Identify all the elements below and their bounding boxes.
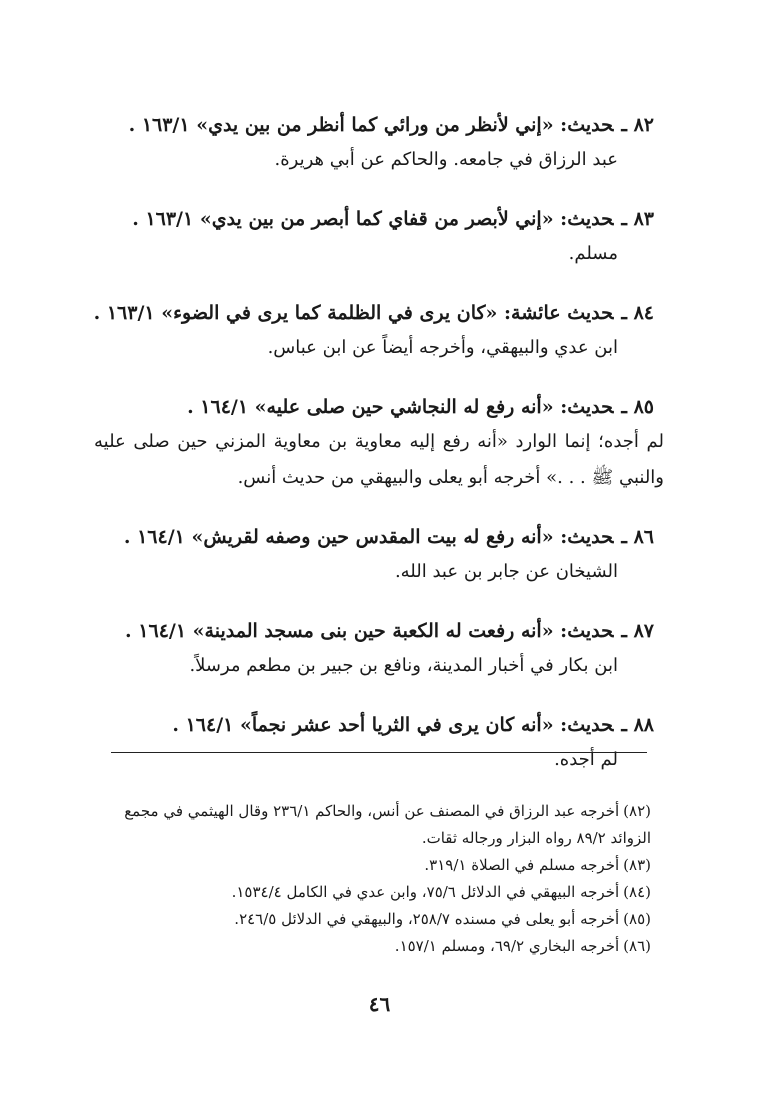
- footnote-text: أخرجه عبد الرزاق في المصنف عن أنس، والحاكم ٢٣٦/١ وقال الهيثمي في مجمع الزوائد ٨٩/٢ رواه البزار ورجاله ثقات.: [124, 802, 651, 847]
- footnote: [103, 798, 651, 852]
- hadith-entry: [94, 390, 664, 496]
- hadith-heading: [94, 708, 654, 742]
- footnote-number: (٨٥): [623, 910, 651, 928]
- hadith-text: حديث: «أنه رفع له النجاشي حين صلى عليه» ١٦٤/١ .: [187, 396, 614, 418]
- footnote: [103, 906, 651, 933]
- hadith-source: ابن بكار في أخبار المدينة، ونافع بن جبير بن مطعم مرسلاً.: [189, 655, 618, 676]
- hadith-entries: [93, 108, 664, 802]
- hadith-text: حديث: «أنه كان يرى في الثريا أحد عشر نجماً» ١٦٤/١ .: [172, 714, 614, 736]
- hadith-number: ٨٤ ـ: [621, 302, 654, 324]
- hadith-text: حديث: «إني لأبصر من قفاي كما أبصر من بين يدي» ١٦٣/١ .: [132, 208, 614, 230]
- footnote-number: (٨٤): [623, 883, 651, 901]
- footnote-text: أخرجه مسلم في الصلاة ٣١٩/١.: [424, 856, 620, 874]
- hadith-text: حديث: «إني لأنظر من ورائي كما أنظر من بين يدي» ١٦٣/١ .: [128, 114, 614, 136]
- hadith-text: حديث عائشة: «كان يرى في الظلمة كما يرى في الضوء» ١٦٣/١ .: [93, 302, 614, 324]
- hadith-source: عبد الرزاق في جامعه. والحاكم عن أبي هريرة.: [274, 149, 618, 170]
- footnote-divider: [111, 752, 647, 753]
- page-number: ٤٦: [368, 992, 391, 1016]
- hadith-heading: [94, 296, 654, 330]
- hadith-text: حديث: «أنه رفع له بيت المقدس حين وصفه لقريش» ١٦٤/١ .: [123, 526, 614, 548]
- footnote-text: أخرجه البيهقي في الدلائل ٧٥/٦، وابن عدي في الكامل ١٥٣٤/٤.: [231, 883, 620, 901]
- hadith-entry: [94, 108, 654, 178]
- hadith-heading: [94, 202, 654, 236]
- hadith-text: حديث: «أنه رفعت له الكعبة حين بنى مسجد المدينة» ١٦٤/١ .: [125, 620, 614, 642]
- hadith-number: ٨٧ ـ: [621, 620, 654, 642]
- hadith-entry: [94, 614, 654, 684]
- hadith-entry: [94, 708, 654, 778]
- hadith-entry: [94, 296, 654, 366]
- hadith-number: ٨٥ ـ: [621, 396, 654, 418]
- hadith-heading: [94, 520, 654, 554]
- footnote: [103, 852, 651, 879]
- hadith-entry: [94, 520, 654, 590]
- footnote: [103, 879, 651, 906]
- hadith-source: مسلم.: [568, 243, 618, 264]
- hadith-source: ابن عدي والبيهقي، وأخرجه أيضاً عن ابن عباس.: [267, 337, 618, 358]
- footnote-text: أخرجه البخاري ٦٩/٢، ومسلم ١٥٧/١.: [394, 937, 620, 955]
- footnotes: [103, 798, 651, 960]
- hadith-entry: [94, 202, 654, 272]
- hadith-number: ٨٨ ـ: [621, 714, 654, 736]
- footnote: [103, 933, 651, 960]
- footnote-text: أخرجه أبو يعلى في مسنده ٢٥٨/٧، والبيهقي في الدلائل ٢٤٦/٥.: [234, 910, 620, 928]
- footnote-number: (٨٢): [623, 802, 651, 820]
- hadith-heading: [94, 390, 654, 424]
- hadith-source: الشيخان عن جابر بن عبد الله.: [394, 561, 618, 582]
- hadith-heading: [94, 614, 654, 648]
- hadith-source: لم أجده؛ إنما الوارد «أنه رفع إليه معاوية بن معاوية المزني حين صلى عليه والنبي ﷺ . . .» أخرجه أبو يعلى والبيهقي من حديث أنس.: [94, 431, 664, 488]
- hadith-source: لم أجده.: [554, 749, 618, 770]
- hadith-number: ٨٦ ـ: [621, 526, 654, 548]
- footnote-number: (٨٦): [623, 937, 651, 955]
- footnote-number: (٨٣): [623, 856, 651, 874]
- hadith-heading: [94, 108, 654, 142]
- hadith-number: ٨٢ ـ: [621, 114, 654, 136]
- hadith-number: ٨٣ ـ: [621, 208, 654, 230]
